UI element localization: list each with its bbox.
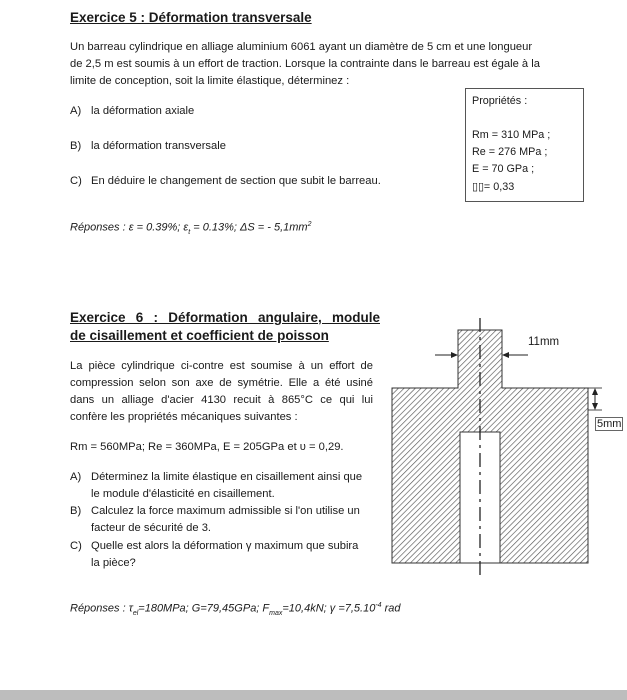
ex6-answers-sub-max: max: [269, 609, 283, 617]
ex6-question-c-line-1: Quelle est alors la déformation γ maximum que subira: [91, 540, 359, 552]
ex5-intro-line-1: Un barreau cylindrique en alliage aluminium 6061 ayant un diamètre de 5 cm et une longueur: [70, 41, 533, 53]
ex6-question-a-line-2: le module d'élasticité en cisaillement.: [91, 488, 275, 500]
ex6-answers-sub-el: el: [132, 609, 139, 617]
ex6-answers-part3: =10,4kN; γ =7,5.10: [282, 602, 376, 615]
ex6-title-line-2: de cisaillement et coefficient de poisson: [70, 328, 329, 343]
ex5-question-b-label: B): [70, 140, 82, 152]
ex5-question-c-text: En déduire le changement de section que subit le barreau.: [91, 175, 381, 187]
ex6-question-b-label: B): [70, 505, 82, 517]
ex5-answers: [70, 221, 312, 236]
ex6-intro-line-4: confère les propriétés mécaniques suivantes :: [70, 411, 298, 423]
ex6-intro-line-2: compression selon son axe de symétrie. Elle a été usiné: [70, 377, 373, 389]
ex5-answers-sub: t: [188, 228, 191, 236]
ex6-question-c-label: C): [70, 540, 82, 552]
ex5-question-a-label: A): [70, 105, 82, 117]
bottom-scrollbar: [0, 690, 627, 700]
ex6-intro-line-3: dans un alliage d'acier 4130 recuit à 865°C ce qui lui: [70, 394, 373, 406]
ex6-answers: [70, 602, 401, 617]
width-dimension-label: 11mm: [528, 336, 560, 348]
ex6-title-line-1: Exercice 6 : Déformation angulaire, module: [70, 310, 380, 325]
ex6-properties-line: Rm = 560MPa; Re = 360MPa, E = 205GPa et υ = 0,29.: [70, 441, 344, 453]
ex6-answers-part1: Réponses : τ: [70, 602, 133, 615]
ex5-title: Exercice 5 : Déformation transversale: [70, 10, 312, 25]
ex5-answers-sup: 2: [307, 221, 312, 228]
ex6-answers-part4: rad: [381, 602, 401, 615]
ex5-question-a-text: la déformation axiale: [91, 105, 195, 117]
property-poisson: ▯▯= 0,33: [472, 181, 515, 193]
ex5-intro-line-3: limite de conception, soit la limite élastique, déterminez :: [70, 75, 350, 87]
ex6-question-b-line-2: facteur de sécurité de 3.: [91, 522, 212, 534]
part-section: [392, 330, 588, 563]
ex6-answers-part2: =180MPa; G=79,45GPa; F: [138, 602, 270, 615]
height-dimension: [588, 388, 602, 410]
ex5-question-b-text: la déformation transversale: [91, 140, 226, 152]
ex5-answers-part2: = 0.13%; ΔS = - 5,1mm: [190, 221, 308, 234]
ex6-answers-sup: -4: [375, 602, 382, 609]
ex6-question-a-label: A): [70, 471, 82, 483]
ex5-question-c-label: C): [70, 175, 82, 187]
ex6-question-c-line-2: la pièce?: [91, 557, 136, 569]
ex5-answers-part1: Réponses : ε = 0.39%; ε: [70, 221, 189, 234]
property-e: E = 70 GPa ;: [472, 163, 535, 175]
ex6-question-a-line-1: Déterminez la limite élastique en cisaillement ainsi que: [91, 471, 363, 483]
cylindrical-part-drawing: [380, 310, 627, 590]
ex5-intro-line-2: de 2,5 m est soumis à un effort de traction. Lorsque la contrainte dans le barreau est égale à la: [70, 58, 540, 70]
properties-box: [465, 88, 584, 202]
properties-title: Propriétés :: [472, 95, 528, 107]
height-dimension-label: 5mm: [597, 418, 622, 430]
property-rm: Rm = 310 MPa ;: [472, 129, 551, 141]
ex6-question-b-line-1: Calculez la force maximum admissible si l'on utilise un: [91, 505, 360, 517]
property-re: Re = 276 MPa ;: [472, 146, 548, 158]
ex6-intro-line-1: La pièce cylindrique ci-contre est soumise à un effort de: [70, 360, 373, 372]
